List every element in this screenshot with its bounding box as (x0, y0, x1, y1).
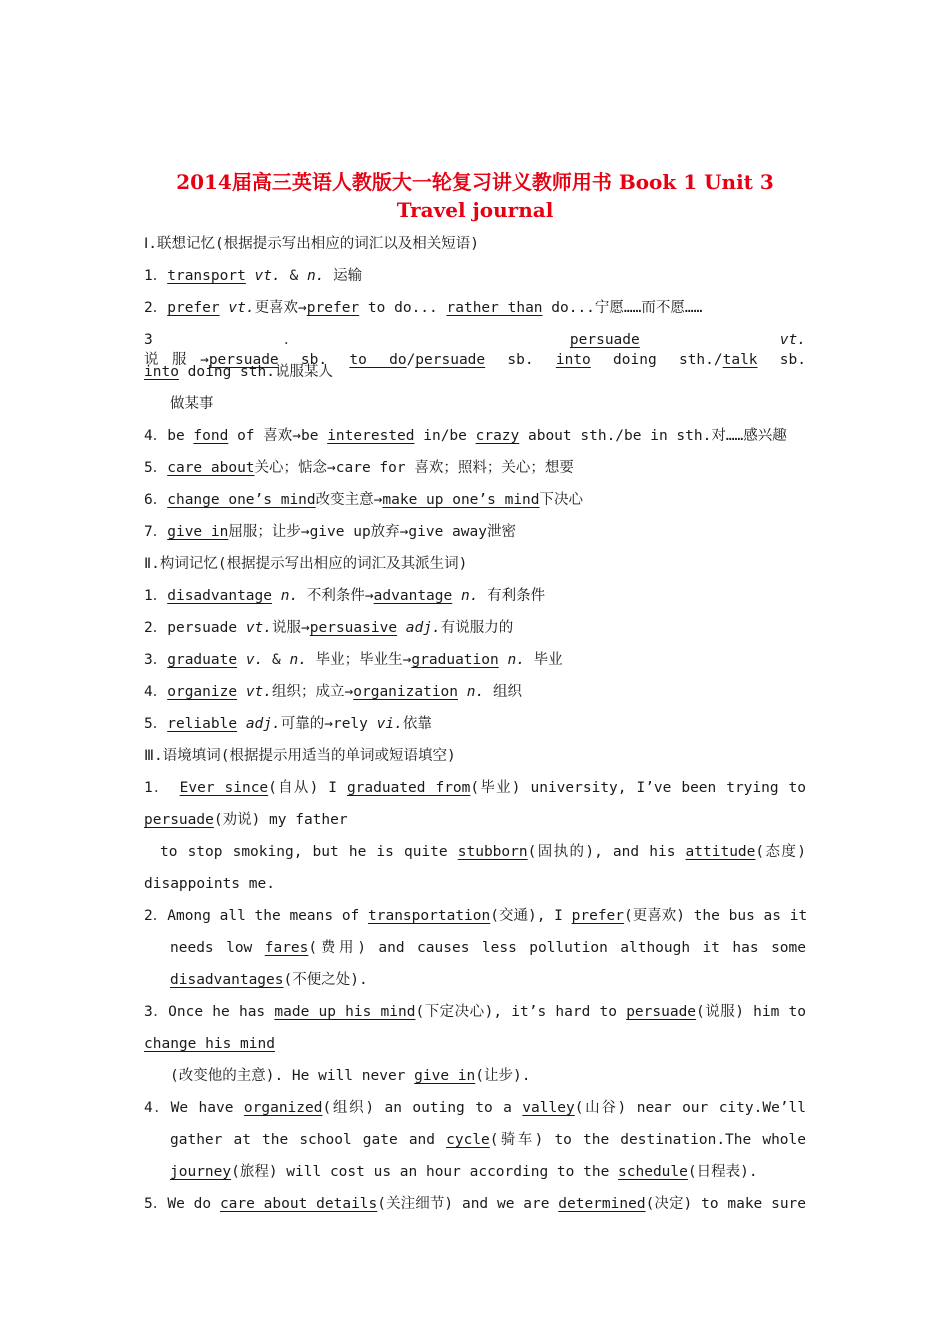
answer-blank: persuade (208, 352, 279, 368)
answer-blank: into (555, 352, 591, 368)
answer-blank: valley (522, 1100, 575, 1116)
answer-blank: persuade (626, 1004, 697, 1020)
text-span: 屈服；让步→give up放弃→give away泄密 (228, 524, 516, 540)
text-span: (旅程) will cost us an hour according to the (231, 1164, 619, 1180)
text-span: 5． (144, 460, 168, 476)
text-span: 2．persuade (144, 620, 246, 636)
part-of-speech: v. (245, 652, 264, 668)
answer-blank: crazy (475, 428, 520, 444)
text-span: (劝说) my father (213, 812, 348, 828)
answer-blank: into (144, 364, 179, 380)
answer-blank: prefer (306, 300, 360, 316)
text-span: to stop smoking, but he is quite (160, 844, 458, 860)
text-span: (组织) an outing to a (322, 1100, 523, 1116)
text-span: (骑车) to the destination.The whole (489, 1132, 806, 1148)
part-of-speech: vi. (376, 716, 403, 732)
text-span: 6． (144, 492, 168, 508)
text-span: 3． (144, 652, 168, 668)
answer-blank: rather than (446, 300, 543, 316)
text-span: & (280, 268, 307, 284)
text-span: 5．We do (144, 1196, 220, 1212)
text-span (272, 588, 281, 604)
text-span: 1． (144, 268, 168, 284)
text-span: sb. (485, 352, 556, 368)
part-of-speech: n. (466, 684, 485, 700)
text-line (144, 1098, 806, 1120)
answer-blank: organize (167, 684, 238, 700)
text-span (237, 684, 246, 700)
answer-blank: disadvantages (170, 972, 284, 988)
text-span: 1． (144, 588, 168, 604)
text-span: 有利条件 (478, 588, 546, 604)
text-span: of 喜欢→be (228, 428, 328, 444)
text-span: (关注细节) and we are (377, 1196, 559, 1212)
answer-blank: talk (722, 352, 758, 368)
answer-blank: prefer (167, 300, 220, 316)
answer-blank: persuade (144, 812, 214, 828)
text-span: & (263, 652, 290, 668)
answer-blank: care about (167, 460, 255, 476)
text-line (170, 970, 806, 992)
part-of-speech: adj. (245, 716, 281, 732)
text-span: 运输 (324, 268, 363, 284)
text-line (170, 394, 806, 416)
text-span: 说服→ (144, 352, 209, 368)
text-span: 改变主意→ (315, 492, 383, 508)
text-span: 7． (144, 524, 168, 540)
part-of-speech: vt. (245, 684, 273, 700)
answer-blank: change his mind (144, 1036, 275, 1052)
answer-blank: fond (193, 428, 229, 444)
text-span: 有说服力的 (440, 620, 514, 636)
text-line (170, 1162, 806, 1184)
text-span: (自从) I (268, 780, 347, 796)
text-span: 依靠 (402, 716, 432, 732)
text-span: (山谷) near our city.We’ll (574, 1100, 806, 1116)
text-span: about sth./be in sth.对……感兴趣 (519, 428, 787, 444)
text-span: 关心；惦念→care for 喜欢；照料；关心；想要 (254, 460, 574, 476)
part-of-speech: vt. (245, 620, 273, 636)
text-span: 3． (144, 332, 570, 348)
answer-blank: transport (167, 268, 246, 284)
text-span: 2．Among all the means of (144, 908, 369, 924)
text-span: 毕业 (524, 652, 563, 668)
answer-blank: advantage (373, 588, 453, 604)
text-span: disappoints me. (144, 876, 275, 892)
answer-blank: graduated from (346, 780, 471, 796)
answer-blank: Ever since (179, 780, 269, 796)
answer-blank: persuade (415, 352, 486, 368)
text-span: sb. (278, 352, 350, 368)
text-line (144, 650, 806, 672)
answer-blank: prefer (571, 908, 625, 924)
text-span: 做某事 (170, 396, 214, 412)
text-line (160, 842, 806, 864)
text-line (170, 1130, 806, 1152)
text-line (144, 682, 806, 704)
text-span: do...宁愿……而不愿…… (542, 300, 703, 316)
answer-blank: disadvantage (167, 588, 272, 604)
text-line (144, 266, 806, 288)
answer-blank: journey (170, 1164, 232, 1180)
text-line (144, 874, 806, 896)
text-line (144, 458, 806, 480)
text-span: 更喜欢→ (254, 300, 307, 316)
text-span: 3．Once he has (144, 1004, 275, 1020)
text-span: sb. (757, 352, 806, 368)
section-heading-1: Ⅰ.联想记忆(根据提示写出相应的词汇以及相关短语) (144, 236, 479, 252)
part-of-speech: adj. (405, 620, 441, 636)
text-span: (下定决心), it’s hard to (415, 1004, 627, 1020)
text-span: 1． (144, 780, 180, 796)
answer-blank: determined (558, 1196, 646, 1212)
text-span (237, 652, 246, 668)
text-line (144, 522, 806, 544)
answer-blank: schedule (618, 1164, 688, 1180)
text-span (246, 268, 255, 284)
text-span: doing sth.说服某人 (178, 364, 333, 380)
text-span: 2． (144, 300, 168, 316)
answer-blank: graduate (167, 652, 238, 668)
text-span (397, 620, 406, 636)
text-span: (交通), I (490, 908, 572, 924)
part-of-speech: vt. (254, 268, 281, 284)
answer-blank: give in (414, 1068, 476, 1084)
document-subtitle: Travel journal (396, 198, 554, 222)
answer-blank: made up his mind (274, 1004, 416, 1020)
text-line (144, 778, 806, 800)
text-span (452, 588, 461, 604)
answer-blank: give in (167, 524, 229, 540)
answer-blank: change one’s mind (167, 492, 316, 508)
part-of-speech: n. (460, 588, 479, 604)
answer-blank: graduation (411, 652, 499, 668)
text-span (640, 332, 780, 348)
text-span: doing sth./ (590, 352, 723, 368)
text-line (144, 362, 806, 384)
section-heading: Ⅲ.语境填词(根据提示用适当的单词或短语填空) (144, 748, 456, 764)
text-span: in/be (414, 428, 476, 444)
text-span: 不利条件→ (298, 588, 374, 604)
text-line (144, 1194, 806, 1216)
text-span: (态度) (755, 844, 806, 860)
answer-blank: care about details (219, 1196, 378, 1212)
text-span (458, 684, 467, 700)
text-line (144, 586, 806, 608)
text-line (170, 938, 806, 960)
text-line (144, 906, 806, 928)
part-of-speech: n. (306, 268, 325, 284)
part-of-speech: n. (507, 652, 525, 668)
answer-blank: organization (353, 684, 459, 700)
section-heading: Ⅱ.构词记忆(根据提示写出相应的词汇及其派生词) (144, 556, 468, 572)
part-of-speech: n. (280, 588, 299, 604)
text-span (237, 716, 246, 732)
answer-blank: cycle (446, 1132, 490, 1148)
answer-blank: stubborn (457, 844, 528, 860)
text-line (144, 426, 806, 448)
text-span: 可靠的→rely (280, 716, 377, 732)
text-span: (日程表). (687, 1164, 758, 1180)
text-span: (更喜欢) the bus as it (624, 908, 808, 924)
answer-blank: transportation (368, 908, 491, 924)
text-span: / (406, 352, 416, 368)
text-span: gather at the school gate and (170, 1132, 447, 1148)
text-span: 下决心 (539, 492, 584, 508)
text-line (144, 714, 806, 736)
text-line (144, 330, 806, 368)
answer-blank: attitude (685, 844, 756, 860)
text-span: 说服→ (272, 620, 310, 636)
part-of-speech: vt. (779, 332, 806, 348)
text-span: (决定) to make sure (645, 1196, 807, 1212)
text-span: 组织 (484, 684, 522, 700)
answer-blank: reliable (167, 716, 238, 732)
text-line (144, 1034, 806, 1056)
text-span: (不便之处). (283, 972, 368, 988)
text-line (144, 618, 806, 640)
part-of-speech: vt. (228, 300, 255, 316)
text-span: (毕业) university, I’ve been trying to (470, 780, 807, 796)
text-span: 5． (144, 716, 168, 732)
answer-blank: interested (327, 428, 415, 444)
text-span: (改变他的主意). He will never (170, 1068, 415, 1084)
text-span: (说服) him to (696, 1004, 806, 1020)
answer-blank: persuasive (309, 620, 398, 636)
text-span: (费用) and causes less pollution although it has some (308, 940, 806, 956)
answer-blank: fares (264, 940, 309, 956)
text-span: 组织；成立→ (272, 684, 354, 700)
answer-blank: organized (243, 1100, 323, 1116)
text-span: to do... (359, 300, 447, 316)
text-line (144, 298, 806, 320)
text-span: 4．be (144, 428, 194, 444)
answer-blank: to do (349, 352, 407, 368)
text-line (144, 810, 806, 832)
answer-blank: persuade (569, 332, 640, 348)
text-line (144, 490, 806, 512)
text-span: (固执的), and his (527, 844, 686, 860)
text-line (144, 1002, 806, 1024)
document-title: 2014届高三英语人教版大一轮复习讲义教师用书 Book 1 Unit 3 (176, 170, 774, 194)
text-span: 4． (144, 684, 168, 700)
text-span: 毕业；毕业生→ (306, 652, 412, 668)
text-span: (让步). (475, 1068, 531, 1084)
part-of-speech: n. (289, 652, 307, 668)
answer-blank: make up one’s mind (382, 492, 540, 508)
text-span: needs low (170, 940, 265, 956)
text-line (170, 1066, 806, 1088)
text-span: 4．We have (144, 1100, 244, 1116)
